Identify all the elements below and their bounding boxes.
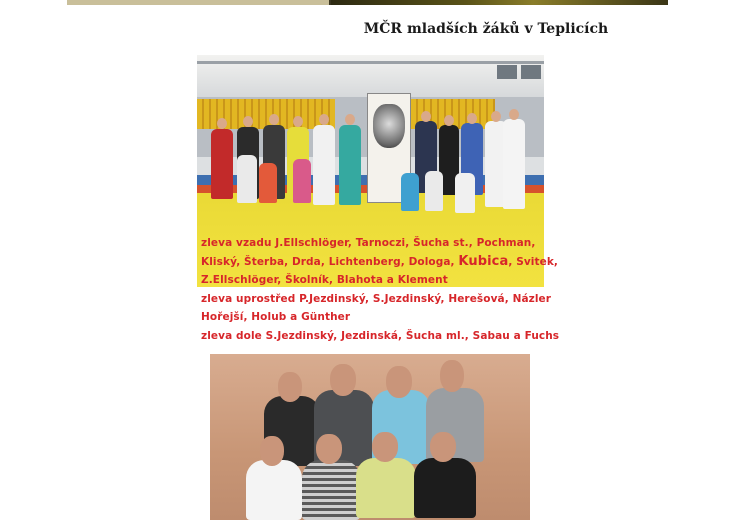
person xyxy=(293,159,311,203)
man-shirt xyxy=(356,458,416,518)
man-head xyxy=(386,366,412,398)
man-shirt xyxy=(246,460,302,520)
person-head xyxy=(293,116,303,127)
caption-line: zleva dole S.Jezdinský, Jezdinská, Šucha ml., Sabau a Fuchs xyxy=(201,329,560,342)
photo1-caption xyxy=(201,234,560,345)
caption-line: Z.Ellschlöger, Školník, Blahota a Klement xyxy=(201,274,448,286)
man-shirt xyxy=(414,458,476,518)
person-head xyxy=(319,114,329,125)
person-head xyxy=(444,115,454,126)
caption-line: zleva uprostřed P.Jezdinský, S.Jezdinský, Herešová, Názler xyxy=(201,292,552,305)
person-head xyxy=(269,114,279,125)
hall-window xyxy=(521,65,541,79)
person-head xyxy=(467,113,477,124)
person xyxy=(401,173,419,211)
caption-line: zleva vzadu J.Ellschlöger, Tarnoczi, Šucha st., Pochman, xyxy=(201,237,536,249)
top-photo-strip xyxy=(67,0,668,5)
man-head xyxy=(260,436,284,466)
roof-beam xyxy=(197,61,544,64)
man-shirt xyxy=(302,460,360,520)
caption-line: Hořejší, Holub a Günther xyxy=(201,311,351,323)
person-head xyxy=(509,109,519,120)
caption-text: Kliský, Šterba, Drda, Lichtenberg, Dologa, xyxy=(201,255,459,268)
person-head xyxy=(217,118,227,129)
man-head xyxy=(330,364,356,396)
caption-highlight-name: Kubica xyxy=(458,253,509,269)
top-photo-left-edge xyxy=(67,0,329,5)
man-head xyxy=(440,360,464,392)
person-head xyxy=(491,111,501,122)
person-head xyxy=(243,116,253,127)
person xyxy=(313,125,335,205)
person xyxy=(259,163,277,203)
man-head xyxy=(430,432,456,462)
man-head xyxy=(316,434,342,464)
studio-group-photo xyxy=(210,354,530,520)
poster-portrait xyxy=(373,104,405,148)
person xyxy=(503,119,525,209)
caption-line xyxy=(201,253,559,272)
person xyxy=(455,173,475,213)
caption-text: , Svitek, xyxy=(508,255,559,268)
person-head xyxy=(421,111,431,122)
man-head xyxy=(278,372,302,402)
man-head xyxy=(372,432,398,462)
person xyxy=(339,125,361,205)
person xyxy=(211,129,233,199)
hall-window xyxy=(497,65,517,79)
person xyxy=(237,155,257,203)
person xyxy=(425,171,443,211)
page-title: MČR mladších žáků v Teplicích xyxy=(363,21,609,37)
top-photo-right-edge xyxy=(331,0,668,5)
person-head xyxy=(345,114,355,125)
